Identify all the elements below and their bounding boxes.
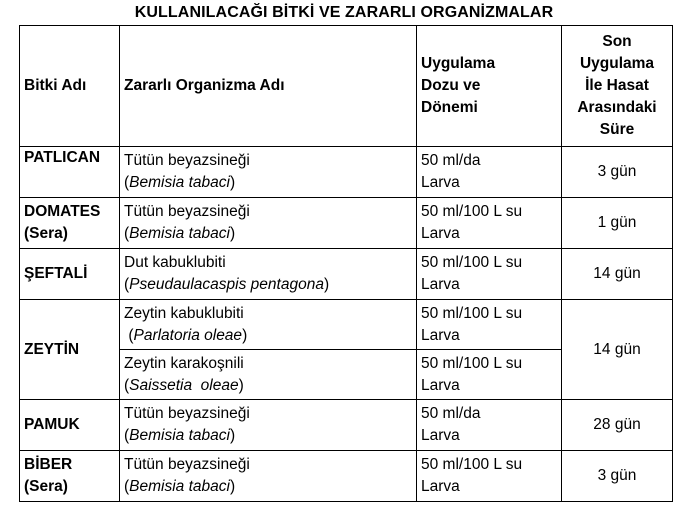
- header-plant: Bitki Adı: [20, 26, 120, 147]
- pest-name: Dut kabuklubiti: [124, 254, 226, 271]
- plant-note: (Sera): [24, 225, 68, 242]
- phi-cell: 14 gün: [562, 300, 673, 400]
- pest-scientific-name: Bemisia tabaci: [129, 427, 230, 444]
- dose-value: 50 ml/100 L su: [421, 304, 523, 322]
- pest-scientific-name: Saissetia oleae: [129, 376, 239, 394]
- pest-name: Tütün beyazsineği: [124, 152, 250, 169]
- phi-cell: 14 gün: [562, 249, 673, 300]
- pest-cell: [120, 300, 417, 350]
- plant-name: BİBER: [24, 456, 73, 473]
- pest-cell: [120, 249, 417, 300]
- header-dose-line: Dönemi: [421, 99, 478, 116]
- pest-scientific: (Bemisia tabaci): [124, 478, 236, 495]
- pest-scientific-name: Bemisia tabaci: [129, 225, 230, 242]
- dose-stage: Larva: [421, 276, 460, 293]
- dose-value: 50 ml/da: [421, 152, 481, 169]
- dose-value: 50 ml/da: [421, 405, 481, 422]
- plant-cell: [20, 147, 120, 198]
- dose-cell: [417, 350, 562, 400]
- header-phi-line: İle Hasat: [585, 77, 649, 94]
- dose-stage: Larva: [421, 225, 460, 242]
- pest-cell: [120, 147, 417, 198]
- phi-cell: 1 gün: [562, 198, 673, 249]
- pest-scientific: (Parlatoria oleae): [128, 326, 248, 344]
- plant-cell: [20, 198, 120, 249]
- dose-stage: Larva: [421, 326, 460, 344]
- dose-value: 50 ml/100 L su: [421, 203, 523, 220]
- dose-cell: [417, 147, 562, 198]
- pest-scientific: (Bemisia tabaci): [124, 427, 236, 444]
- page-title: KULLANILACAĞI BİTKİ VE ZARARLI ORGANİZMALAR: [134, 4, 554, 21]
- dose-stage: Larva: [421, 427, 460, 444]
- pest-scientific: (Pseudaulacaspis pentagona): [124, 276, 330, 293]
- header-phi-line: Süre: [599, 121, 635, 138]
- table-row: [20, 451, 673, 502]
- plant-name: DOMATES: [24, 203, 101, 220]
- pest-scientific: (Bemisia tabaci): [124, 225, 236, 242]
- dose-stage: Larva: [421, 376, 460, 394]
- plant-cell: [20, 400, 120, 451]
- pesticide-table: [19, 25, 673, 502]
- phi-cell: 3 gün: [562, 451, 673, 502]
- table-row: [20, 300, 673, 350]
- dose-stage: Larva: [421, 174, 460, 191]
- dose-value: 50 ml/100 L su: [421, 456, 523, 473]
- pest-name: Tütün beyazsineği: [124, 203, 250, 220]
- dose-cell: [417, 400, 562, 451]
- header-dose: [417, 26, 562, 147]
- pest-scientific-name: Parlatoria oleae: [133, 326, 243, 344]
- table-row: [20, 249, 673, 300]
- header-phi-line: Son: [602, 33, 632, 50]
- header-dose-line: Dozu ve: [421, 77, 481, 94]
- dose-cell: [417, 249, 562, 300]
- pest-name: Tütün beyazsineği: [124, 405, 250, 422]
- pest-scientific-name: Bemisia tabaci: [129, 478, 230, 495]
- plant-note: (Sera): [24, 478, 68, 495]
- dose-value: 50 ml/100 L su: [421, 354, 523, 372]
- dose-value: 50 ml/100 L su: [421, 254, 523, 271]
- header-pest: Zararlı Organizma Adı: [120, 26, 417, 147]
- pest-scientific-name: Pseudaulacaspis pentagona: [129, 276, 324, 293]
- table-row: [20, 147, 673, 198]
- header-row: [20, 26, 673, 147]
- dose-cell: [417, 198, 562, 249]
- plant-cell: [20, 249, 120, 300]
- plant-name: PAMUK: [24, 416, 80, 433]
- phi-cell: 3 gün: [562, 147, 673, 198]
- pest-name: Tütün beyazsineği: [124, 456, 250, 473]
- pest-scientific-name: Bemisia tabaci: [129, 174, 230, 191]
- pest-cell: [120, 451, 417, 502]
- pest-name: Zeytin karakoşnili: [124, 354, 244, 372]
- pest-cell: [120, 198, 417, 249]
- header-dose-line: Uygulama: [421, 55, 496, 72]
- plant-cell: [20, 451, 120, 502]
- dose-cell: [417, 300, 562, 350]
- plant-cell: [20, 300, 120, 400]
- pest-scientific: (Bemisia tabaci): [124, 174, 236, 191]
- dose-stage: Larva: [421, 478, 460, 495]
- pest-cell: [120, 350, 417, 400]
- header-phi-line: Uygulama: [579, 55, 655, 72]
- dose-cell: [417, 451, 562, 502]
- plant-name: PATLICAN: [24, 149, 101, 166]
- pest-scientific: (Saissetia oleae): [124, 376, 244, 394]
- plant-name: ŞEFTALİ: [24, 265, 88, 282]
- plant-name: ZEYTİN: [24, 340, 80, 358]
- phi-cell: 28 gün: [562, 400, 673, 451]
- header-phi-line: Arasındaki: [577, 99, 657, 116]
- table-row: [20, 400, 673, 451]
- header-phi: [562, 26, 673, 147]
- table-row: [20, 198, 673, 249]
- pest-cell: [120, 400, 417, 451]
- pest-name: Zeytin kabuklubiti: [124, 304, 244, 322]
